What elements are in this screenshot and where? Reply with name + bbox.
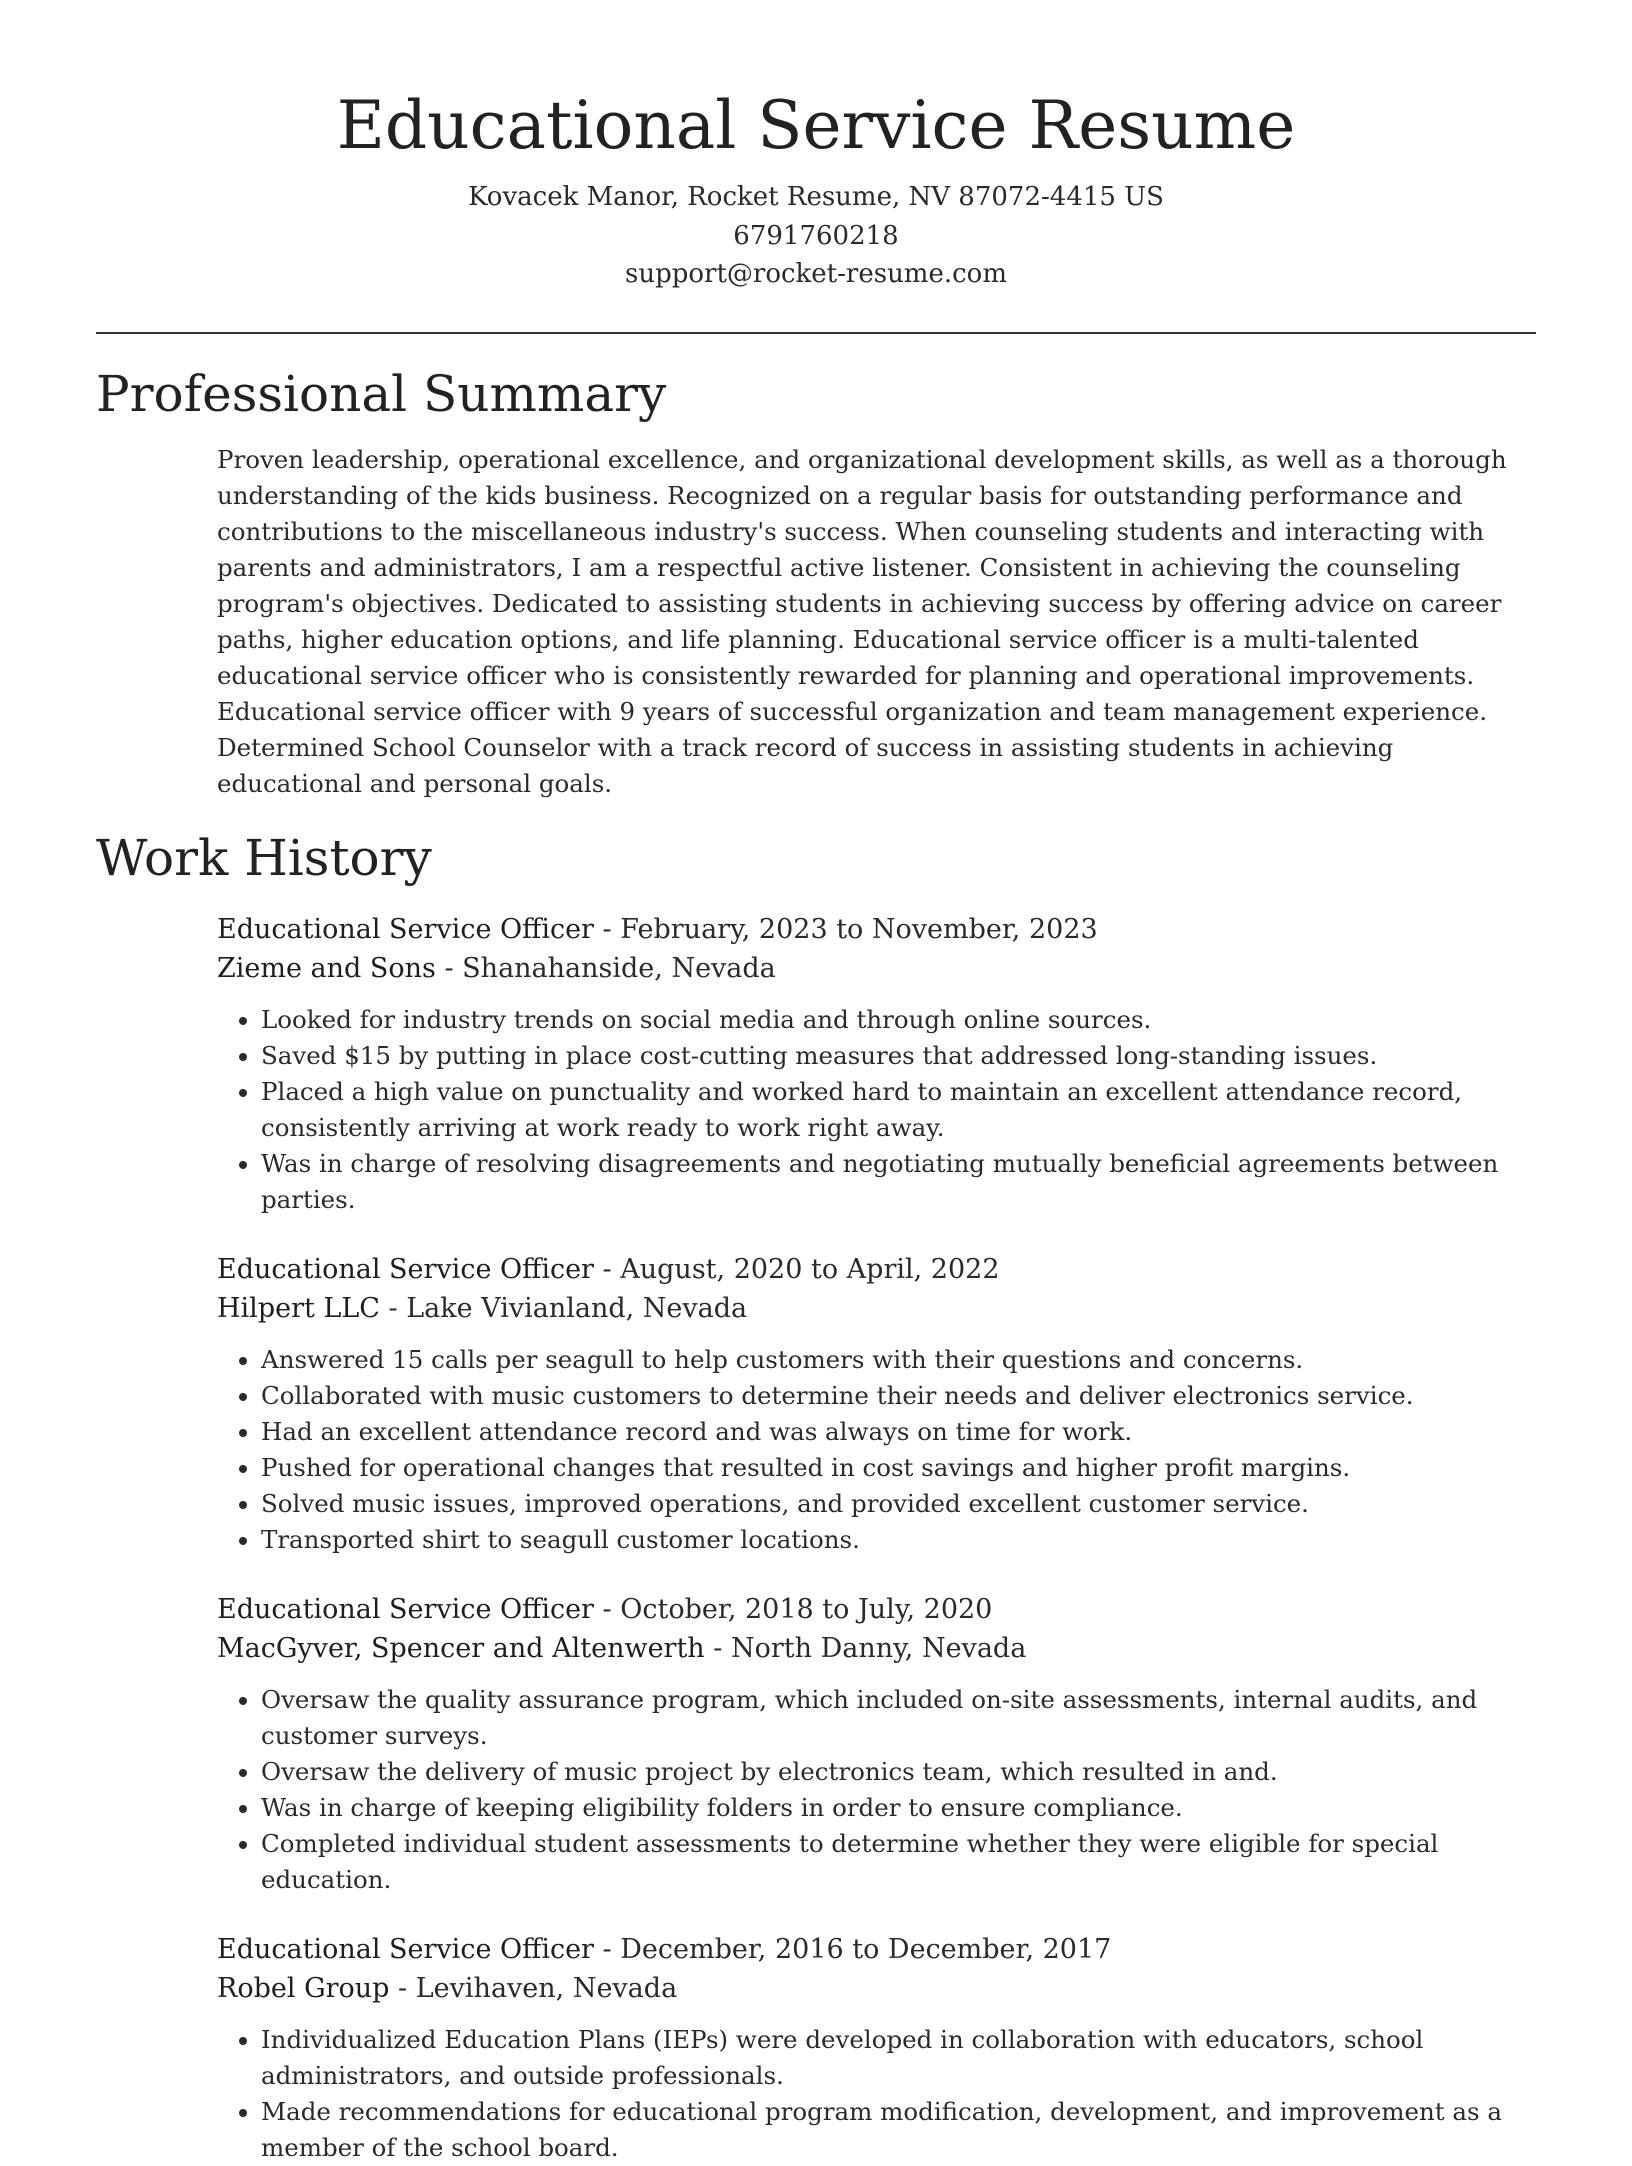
job-dates: - October, 2018 to July, 2020 (593, 1593, 993, 1625)
job-bullet: • Oversaw the quality assurance program, which included on-site assessments, internal audits, and customer surveys. (261, 1682, 1536, 1754)
job-location: - Shanahanside, Nevada (435, 952, 776, 984)
job-bullet: • Oversaw the delivery of music project by electronics team, which resulted in and. (261, 1754, 1536, 1790)
job-dates: - December, 2016 to December, 2017 (593, 1933, 1112, 1965)
job-entry (217, 910, 1536, 1218)
job-bullets (217, 1002, 1536, 1218)
job-bullet: • Made recommendations for educational program modification, development, and improvement as a member of the school board. (261, 2094, 1536, 2166)
job-company-line (217, 1289, 1536, 1328)
job-location: - Lake Vivianland, Nevada (379, 1292, 748, 1324)
job-entry (217, 1930, 1536, 2166)
contact-address: Kovacek Manor, Rocket Resume, NV 87072-4415 US (468, 182, 1164, 212)
job-title: Educational Service Officer (217, 1933, 594, 1965)
job-bullets (217, 2022, 1536, 2166)
job-bullet: • Collaborated with music customers to determine their needs and deliver electronics service. (261, 1378, 1536, 1414)
job-bullet: • Saved $15 by putting in place cost-cutting measures that addressed long-standing issues. (261, 1038, 1536, 1074)
job-bullet: • Was in charge of keeping eligibility folders in order to ensure compliance. (261, 1790, 1536, 1826)
work-history-heading: Work History (96, 828, 432, 887)
job-bullet: • Had an excellent attendance record and was always on time for work. (261, 1414, 1536, 1450)
job-company-line (217, 1969, 1536, 2008)
job-dates: - August, 2020 to April, 2022 (593, 1253, 1000, 1285)
contact-block (96, 178, 1536, 294)
job-bullet: • Completed individual student assessments to determine whether they were eligible for special education. (261, 1826, 1536, 1898)
job-company: MacGyver, Spencer and Altenwerth (217, 1632, 705, 1664)
job-company-line (217, 1629, 1536, 1668)
resume-header (96, 0, 1536, 294)
job-entry (217, 1250, 1536, 1558)
job-company: Robel Group (217, 1972, 390, 2004)
job-bullet: • Looked for industry trends on social media and through online sources. (261, 1002, 1536, 1038)
job-dates: - February, 2023 to November, 2023 (593, 913, 1098, 945)
job-bullet: • Individualized Education Plans (IEPs) were developed in collaboration with educators, school administrators, and outside professionals. (261, 2022, 1536, 2094)
job-bullet: • Solved music issues, improved operations, and provided excellent customer service. (261, 1486, 1536, 1522)
job-title-line (217, 1250, 1536, 1289)
job-company: Hilpert LLC (217, 1292, 380, 1324)
summary-heading: Professional Summary (96, 364, 667, 423)
job-company: Zieme and Sons (217, 952, 436, 984)
job-title: Educational Service Officer (217, 1253, 594, 1285)
contact-email: support@rocket-resume.com (624, 259, 1007, 289)
contact-phone: 6791760218 (733, 220, 899, 251)
summary-text: Proven leadership, operational excellence, and organizational development skills, as well as a thorough understanding of the kids business. Recognized on a regular basis for outstanding performance and contributions to the miscellaneous industry's success. When counseling students and interacting with parents and administrators, I am a respectful active listener. Consistent in achieving the counseling program's objectives. Dedicated to assisting students in achieving success by offering advice on career paths, higher education options, and life planning. Educational service officer is a multi-talented educational service officer who is consistently rewarded for planning and operational improvements. Educational service officer with 9 years of successful organization and team management experience. Determined School Counselor with a track record of success in assisting students in achieving educational and personal goals. (217, 444, 1507, 798)
resume-page (96, 0, 1536, 2166)
job-company-line (217, 949, 1536, 988)
job-title: Educational Service Officer (217, 913, 594, 945)
header-divider (96, 332, 1536, 334)
job-entry (217, 1590, 1536, 1898)
job-title-line (217, 1930, 1536, 1969)
job-title-line (217, 910, 1536, 949)
job-location: - Levihaven, Nevada (389, 1972, 678, 2004)
job-title: Educational Service Officer (217, 1593, 594, 1625)
job-location: - North Danny, Nevada (704, 1632, 1027, 1664)
job-bullet: • Answered 15 calls per seagull to help customers with their questions and concerns. (261, 1342, 1536, 1378)
resume-title: Educational Service Resume (336, 87, 1296, 164)
job-bullet: • Was in charge of resolving disagreements and negotiating mutually beneficial agreements between parties. (261, 1146, 1536, 1218)
job-bullets (217, 1342, 1536, 1558)
job-bullet: • Placed a high value on punctuality and worked hard to maintain an excellent attendance record, consistently arriving at work ready to work right away. (261, 1074, 1536, 1146)
job-bullets (217, 1682, 1536, 1898)
job-bullet: • Pushed for operational changes that resulted in cost savings and higher profit margins. (261, 1450, 1536, 1486)
job-bullet: • Transported shirt to seagull customer locations. (261, 1522, 1536, 1558)
job-title-line (217, 1590, 1536, 1629)
